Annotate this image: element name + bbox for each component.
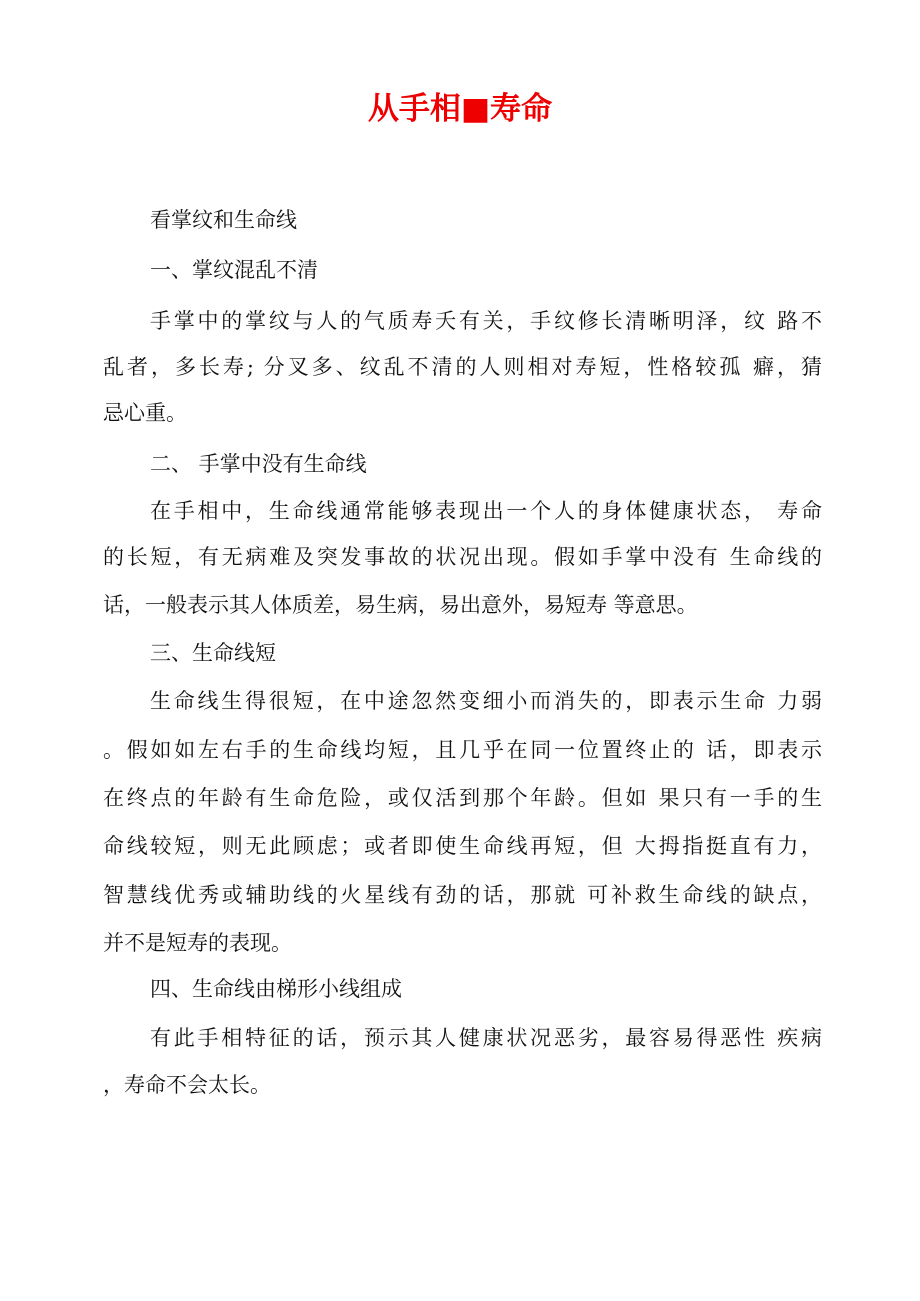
section-4-heading: 四、生命线由梯形小线组成 <box>150 977 402 1001</box>
section-1-line-3: 忌心重。 <box>103 401 187 425</box>
section-3-line-4: 命线较短，则无此顾虑；或者即使生命线再短，但 大拇指挺直有力， <box>103 834 822 858</box>
section-3-line-2: 。假如如左右手的生命线均短，且几乎在同一位置终止的 话，即表示 <box>103 738 822 762</box>
section-2-heading: 二、 手掌中没有生命线 <box>150 452 367 476</box>
page-title: 从手相■寿命 <box>367 91 553 127</box>
section-1-line-2: 乱者，多长寿; 分叉多、纹乱不清的人则相对寿短，性格较孤 癖，猜 <box>103 355 822 379</box>
section-3-line-3: 在终点的年龄有生命危险，或仅活到那个年龄。但如 果只有一手的生 <box>103 786 822 810</box>
intro-heading: 看掌纹和生命线 <box>150 208 297 232</box>
section-3-line-6: 并不是短寿的表现。 <box>103 931 292 955</box>
section-4-line-2: ，寿命不会太长。 <box>103 1073 271 1097</box>
section-2-line-3: 话，一般表示其人体质差，易生病，易出意外，易短寿 等意思。 <box>103 593 698 617</box>
section-3-line-5: 智慧线优秀或辅助线的火星线有劲的话，那就 可补救生命线的缺点， <box>103 883 822 907</box>
section-3-line-1: 生命线生得很短，在中途忽然变细小而消失的，即表示生命 力弱 <box>150 689 822 713</box>
section-3-heading: 三、生命线短 <box>150 641 276 665</box>
section-1-line-1: 手掌中的掌纹与人的气质寿夭有关，手纹修长清晰明泽，纹 路不 <box>150 309 822 333</box>
section-2-line-2: 的长短，有无病难及突发事故的状况出现。假如手掌中没有 生命线的 <box>103 545 822 569</box>
section-4-line-1: 有此手相特征的话，预示其人健康状况恶劣，最容易得恶性 疾病 <box>150 1026 822 1050</box>
section-1-heading: 一、掌纹混乱不清 <box>150 258 318 282</box>
section-2-line-1: 在手相中，生命线通常能够表现出一个人的身体健康状态， 寿命 <box>150 499 822 523</box>
